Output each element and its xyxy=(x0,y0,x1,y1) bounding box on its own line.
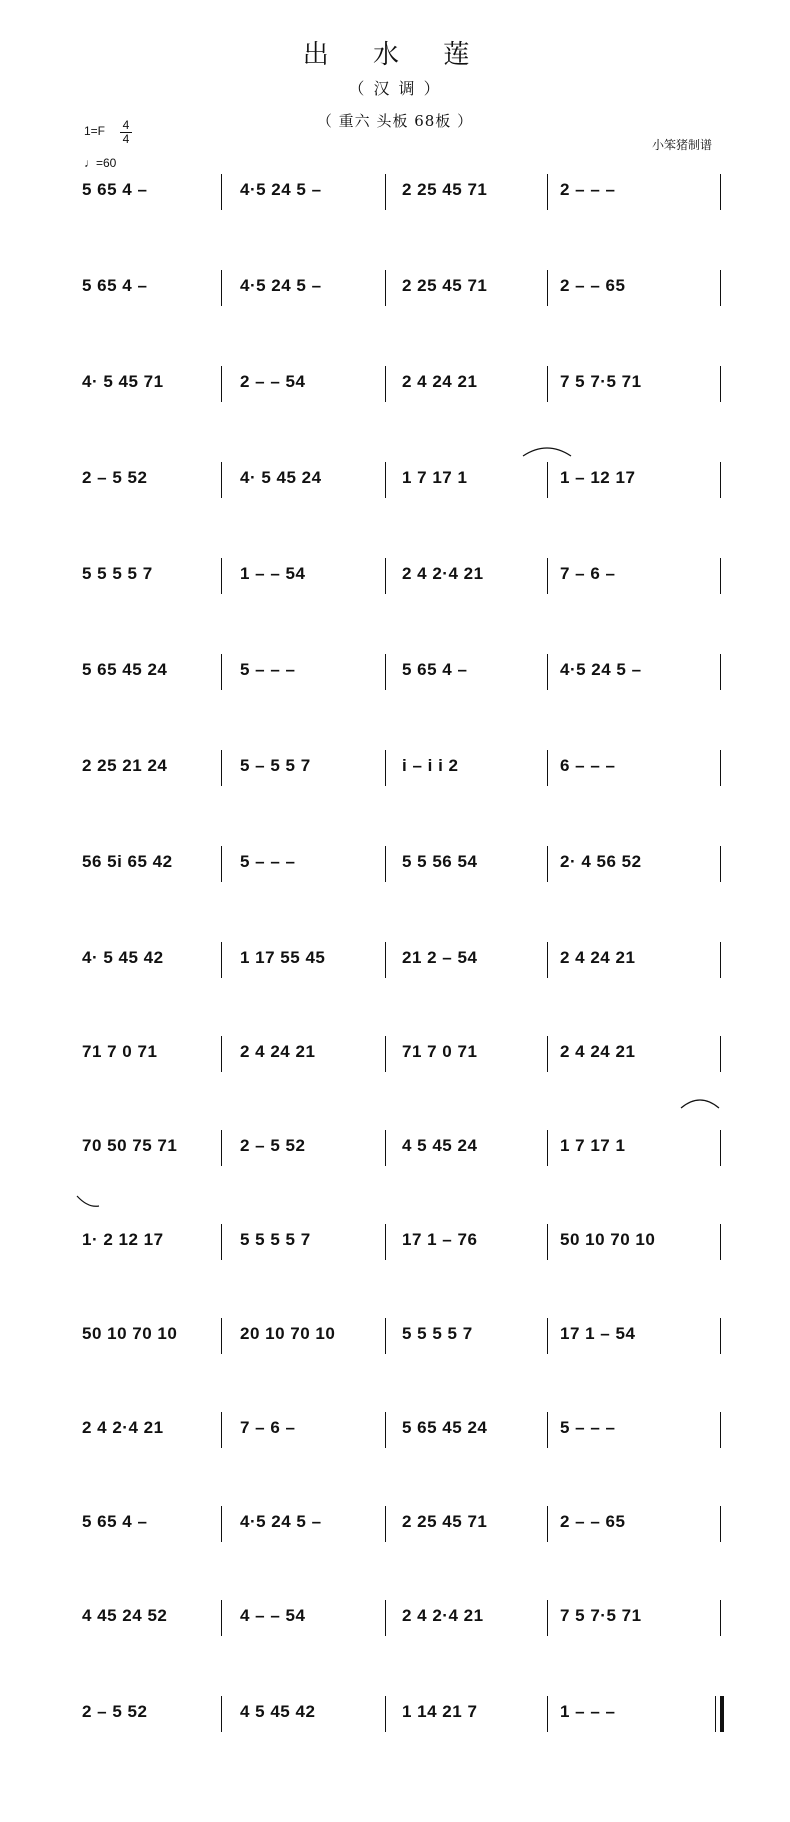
score-line xyxy=(0,1600,790,1640)
score-line xyxy=(0,846,790,886)
measure: 6 – – – xyxy=(560,756,616,775)
measure: 4 5 45 24 xyxy=(402,1136,478,1155)
measure: 4·5 24 5 – xyxy=(240,180,322,199)
measure: 5 – – – xyxy=(560,1418,616,1437)
barline xyxy=(221,1506,222,1542)
barline xyxy=(547,462,548,498)
barline xyxy=(221,750,222,786)
barline xyxy=(547,174,548,210)
measure: 2 – – 65 xyxy=(560,276,626,295)
barline xyxy=(385,1318,386,1354)
barline xyxy=(547,1224,548,1260)
measure: 4· 5 45 42 xyxy=(82,948,164,967)
barline xyxy=(547,1696,548,1732)
measure: 5 65 45 24 xyxy=(82,660,168,679)
barline xyxy=(720,1506,721,1542)
barline xyxy=(221,1224,222,1260)
barline xyxy=(720,366,721,402)
score-line xyxy=(0,558,790,598)
barline xyxy=(221,1696,222,1732)
measure: 7 5 7·5 71 xyxy=(560,1606,642,1625)
measure: 2· 4 56 52 xyxy=(560,852,642,871)
measure: 5 5 5 5 7 xyxy=(82,564,153,583)
barline xyxy=(720,1600,721,1636)
measure: 4·5 24 5 – xyxy=(240,1512,322,1531)
barline xyxy=(720,270,721,306)
barline xyxy=(547,654,548,690)
measure: 50 10 70 10 xyxy=(82,1324,178,1343)
measure: 2 4 2·4 21 xyxy=(402,1606,484,1625)
barline xyxy=(720,462,721,498)
barline xyxy=(720,1318,721,1354)
measure: 2 4 24 21 xyxy=(560,1042,636,1061)
measure: 5 65 4 – xyxy=(82,276,148,295)
song-title: 出 水 莲 xyxy=(302,40,488,70)
measure: 17 1 – 54 xyxy=(560,1324,636,1343)
time-numerator: 4 xyxy=(122,118,130,132)
measure: 4·5 24 5 – xyxy=(560,660,642,679)
measure: 2 – – – xyxy=(560,180,616,199)
measure: 20 10 70 10 xyxy=(240,1324,336,1343)
measure: 4 – – 54 xyxy=(240,1606,306,1625)
barline xyxy=(221,558,222,594)
measure: 4 45 24 52 xyxy=(82,1606,168,1625)
measure: 5 – 5 5 7 xyxy=(240,756,311,775)
barline xyxy=(385,750,386,786)
score-line xyxy=(0,1224,790,1264)
barline xyxy=(547,750,548,786)
measure: 4 5 45 42 xyxy=(240,1702,316,1721)
barline xyxy=(720,750,721,786)
measure: 5 65 45 24 xyxy=(402,1418,488,1437)
score-line xyxy=(0,1130,790,1170)
barline xyxy=(385,942,386,978)
barline xyxy=(221,1130,222,1166)
barline xyxy=(547,1506,548,1542)
barline xyxy=(221,654,222,690)
song-subtitle: （ 汉 调 ） xyxy=(348,79,442,98)
score-line xyxy=(0,1506,790,1546)
barline xyxy=(385,462,386,498)
measure: 1 – – – xyxy=(560,1702,616,1721)
score-line xyxy=(0,1036,790,1076)
barline xyxy=(547,942,548,978)
measure: 2 – – 65 xyxy=(560,1512,626,1531)
barline xyxy=(385,270,386,306)
measure: 56 5i 65 42 xyxy=(82,852,173,871)
score-line xyxy=(0,270,790,310)
measure: 5 – – – xyxy=(240,660,296,679)
barline xyxy=(385,366,386,402)
barline xyxy=(385,1036,386,1072)
measure: 1 17 55 45 xyxy=(240,948,326,967)
measure: 2 4 24 21 xyxy=(402,372,478,391)
measure: 7 5 7·5 71 xyxy=(560,372,642,391)
final-barline xyxy=(720,1696,724,1732)
measure: 1 7 17 1 xyxy=(560,1136,626,1155)
barline xyxy=(221,174,222,210)
barline xyxy=(720,174,721,210)
measure: 50 10 70 10 xyxy=(560,1230,656,1249)
barline xyxy=(547,1318,548,1354)
measure: 21 2 – 54 xyxy=(402,948,478,967)
measure: 5 65 4 – xyxy=(82,1512,148,1531)
barline xyxy=(547,846,548,882)
score-line xyxy=(0,174,790,214)
barline xyxy=(720,1412,721,1448)
measure: i – i i 2 xyxy=(402,756,459,775)
barline xyxy=(547,366,548,402)
measure: 4·5 24 5 – xyxy=(240,276,322,295)
measure: 5 5 5 5 7 xyxy=(240,1230,311,1249)
measure: 2 – 5 52 xyxy=(82,1702,148,1721)
barline xyxy=(221,1318,222,1354)
barline xyxy=(385,1600,386,1636)
barline xyxy=(720,1036,721,1072)
barline xyxy=(221,1412,222,1448)
time-signature xyxy=(120,119,132,146)
tempo-marking: ♩=60 xyxy=(84,156,117,170)
measure: 1 – – 54 xyxy=(240,564,306,583)
barline xyxy=(385,846,386,882)
measure: 2 4 24 21 xyxy=(560,948,636,967)
measure: 5 5 5 5 7 xyxy=(402,1324,473,1343)
barline xyxy=(720,1224,721,1260)
score-line xyxy=(0,750,790,790)
measure: 2 25 45 71 xyxy=(402,180,488,199)
barline xyxy=(385,1696,386,1732)
measure: 2 4 24 21 xyxy=(240,1042,316,1061)
measure: 2 25 45 71 xyxy=(402,1512,488,1531)
measure: 17 1 – 76 xyxy=(402,1230,478,1249)
measure: 71 7 0 71 xyxy=(82,1042,158,1061)
measure: 4· 5 45 24 xyxy=(240,468,322,487)
score-line xyxy=(0,462,790,502)
measure: 5 5 56 54 xyxy=(402,852,478,871)
barline xyxy=(547,558,548,594)
score-line xyxy=(0,1696,790,1736)
measure: 71 7 0 71 xyxy=(402,1042,478,1061)
measure: 2 4 2·4 21 xyxy=(82,1418,164,1437)
barline xyxy=(547,1036,548,1072)
measure: 5 65 4 – xyxy=(402,660,468,679)
measure: 2 25 21 24 xyxy=(82,756,168,775)
tie-slur xyxy=(76,1194,100,1208)
measure: 2 – 5 52 xyxy=(82,468,148,487)
measure: 5 65 4 – xyxy=(82,180,148,199)
measure: 2 4 2·4 21 xyxy=(402,564,484,583)
measure: 2 – 5 52 xyxy=(240,1136,306,1155)
measure: 2 – – 54 xyxy=(240,372,306,391)
barline xyxy=(547,1130,548,1166)
barline xyxy=(221,366,222,402)
measure: 7 – 6 – xyxy=(560,564,616,583)
measure: 4· 5 45 71 xyxy=(82,372,164,391)
song-subtitle-board: （ 重六 头板 68板 ） xyxy=(316,112,474,130)
measure: 1· 2 12 17 xyxy=(82,1230,164,1249)
barline xyxy=(221,942,222,978)
tie-slur xyxy=(680,1096,720,1110)
key-signature: 1=F xyxy=(84,124,106,138)
barline xyxy=(385,1130,386,1166)
barline xyxy=(221,1600,222,1636)
barline xyxy=(221,270,222,306)
score-line xyxy=(0,366,790,406)
measure: 1 7 17 1 xyxy=(402,468,468,487)
measure: 7 – 6 – xyxy=(240,1418,296,1437)
barline xyxy=(221,846,222,882)
time-denominator: 4 xyxy=(122,132,130,146)
barline xyxy=(720,558,721,594)
barline xyxy=(385,1224,386,1260)
score-line xyxy=(0,942,790,982)
measure: 5 – – – xyxy=(240,852,296,871)
barline xyxy=(385,174,386,210)
measure: 1 – 12 17 xyxy=(560,468,636,487)
barline xyxy=(547,270,548,306)
tie-slur xyxy=(522,444,572,458)
barline xyxy=(385,1412,386,1448)
barline xyxy=(385,654,386,690)
barline xyxy=(720,942,721,978)
score-line xyxy=(0,1412,790,1452)
barline xyxy=(547,1412,548,1448)
barline xyxy=(221,462,222,498)
score-line xyxy=(0,654,790,694)
barline xyxy=(547,1600,548,1636)
barline xyxy=(720,846,721,882)
measure: 70 50 75 71 xyxy=(82,1136,178,1155)
measure: 2 25 45 71 xyxy=(402,276,488,295)
score-line xyxy=(0,1318,790,1358)
barline xyxy=(221,1036,222,1072)
barline xyxy=(720,654,721,690)
measure: 1 14 21 7 xyxy=(402,1702,478,1721)
barline xyxy=(385,1506,386,1542)
arranger-credit: 小笨猪制谱 xyxy=(652,138,713,152)
barline xyxy=(385,558,386,594)
barline xyxy=(720,1130,721,1166)
